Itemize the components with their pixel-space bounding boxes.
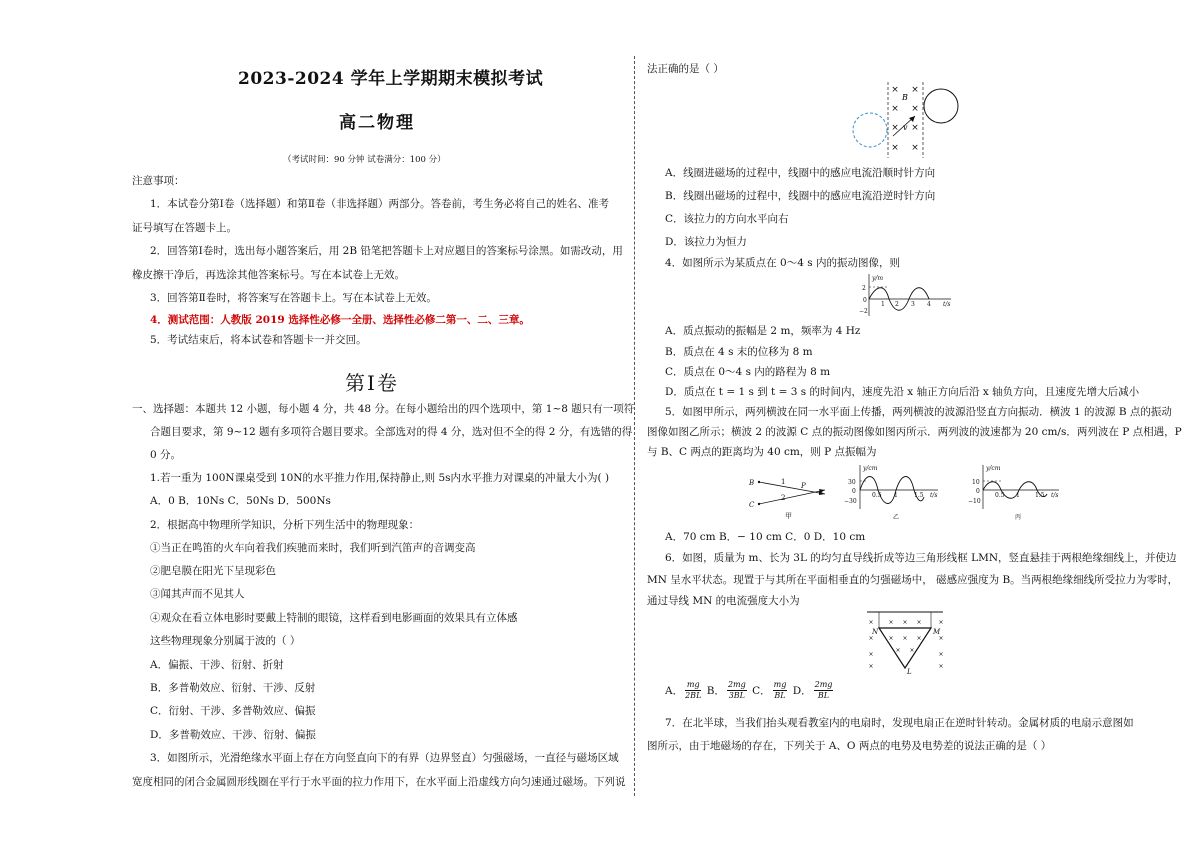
y-tick: −30 [844, 498, 857, 505]
q2-option: B．多普勒效应、衍射、干涉、反射 [150, 682, 316, 694]
y-tick: −2 [859, 308, 868, 315]
q3-field-figure [845, 80, 965, 160]
x-tick: 2 [895, 301, 899, 308]
notice-item: 3．回答第Ⅱ卷时，将答案写在答题卡上。写在本试卷上无效。 [150, 292, 437, 304]
q6-option [792, 680, 836, 700]
option-fraction: $\frac{2mg}{3BL}$ [727, 680, 746, 700]
section-heading: 第Ⅰ卷 [345, 371, 399, 395]
subject-title: 高二物理 [339, 113, 415, 133]
svg-text:×: × [938, 651, 944, 658]
x-axis-label: t/s [943, 301, 951, 308]
q2-item: ④观众在看立体电影时要戴上特制的眼镜，这样看到电影画面的效果具有立体感 [150, 612, 518, 624]
option-fraction: $\frac{mg}{2BL}$ [685, 680, 702, 700]
q2-option: A．偏振、干涉、衍射、折射 [150, 659, 284, 671]
q2-stem: 2．根据高中物理所学知识，分析下列生活中的物理现象： [150, 519, 420, 531]
column-divider [634, 56, 635, 796]
wave-2-label: 2 [781, 494, 786, 502]
svg-text:×: × [868, 663, 874, 670]
q5-figure-jia [745, 472, 835, 522]
svg-text:×: × [916, 619, 922, 626]
svg-text:×: × [888, 635, 894, 642]
q5-stem-line: 5．如图甲所示，两列横波在同一水平面上传播，两列横波的波源沿竖直方向振动．横波 1 的波源 B 点的振动 [665, 406, 1172, 418]
svg-text:×: × [868, 651, 874, 658]
x-tick: 1.5 [914, 492, 924, 499]
q2-item: ③闻其声而不见其人 [150, 588, 245, 600]
y-axis-label: y/m [872, 275, 884, 282]
instructions-line: 一、选择题：本题共 12 小题，每小题 4 分，共 48 分。在每小题给出的四个选项中，第 1~8 题只有一项符 [132, 403, 635, 415]
y-axis-label: y/cm [863, 465, 878, 472]
figure-caption: 乙 [893, 514, 900, 521]
q6-option [752, 680, 793, 700]
svg-text:×: × [868, 635, 874, 642]
x-tick: 0.5 [872, 492, 882, 499]
exam-title: 2023-2024 学年上学期期末模拟考试 [238, 69, 544, 89]
x-tick: 0.5 [995, 492, 1005, 499]
q5-figure-bing [963, 463, 1068, 523]
q2-item: ①当正在鸣笛的火车向着我们疾驰而来时，我们听到汽笛声的音调变高 [150, 542, 476, 554]
q6-stem-line: 6．如图，质量为 m、长为 3L 的均匀直导线折成等边三角形线框 LMN，竖直悬挂于两根绝缘细线上，并使边 [665, 552, 1177, 564]
x-tick: 1.5 [1035, 492, 1045, 499]
vertex-n-label: N [872, 628, 879, 636]
y-tick: 0 [863, 297, 867, 304]
q4-stem: 4．如图所示为某质点在 0～4 s 内的振动图像，则 [665, 257, 900, 269]
q6-options [665, 680, 835, 701]
y-tick: −10 [968, 498, 981, 505]
q3-stem-cont: 法正确的是（ ） [647, 63, 724, 75]
q4-option: D．质点在 t = 1 s 到 t = 3 s 的时间内，速度先沿 x 轴正方向后沿 x 轴负方向，且速度先增大后减小 [665, 386, 1140, 398]
svg-text:×: × [891, 143, 899, 153]
q5-options: A．70 cm B．− 10 cm C．0 D．10 cm [665, 531, 866, 543]
q2-ask: 这些物理现象分别属于波的（ ） [150, 635, 301, 647]
y-axis-label: y/cm [986, 465, 1001, 472]
option-label: D． [792, 684, 812, 697]
q5-stem-line: 图像如图乙所示；横波 2 的波源 C 点的振动图像如图丙所示．两列波的波速都为 20 cm/s．两列波在 P 点相遇，P [647, 426, 1182, 438]
option-label: A． [665, 684, 684, 697]
svg-text:×: × [911, 85, 919, 95]
svg-text:×: × [938, 619, 944, 626]
notice-item: 5．考试结束后，将本试卷和答题卡一并交回。 [150, 334, 367, 346]
q6-stem-line: 通过导线 MN 的电流强度大小为 [647, 595, 800, 607]
q7-stem-line: 图所示，由于地磁场的存在，下列关于 A、O 两点的电势及电势差的说法正确的是（ ） [647, 740, 1052, 752]
svg-text:×: × [888, 619, 894, 626]
velocity-label-v: v [903, 123, 908, 132]
point-b-label: B [749, 479, 755, 487]
notice-item: 证号填写在答题卡上。 [132, 222, 237, 234]
y-tick: 2 [862, 285, 866, 292]
q3-option: C．该拉力的方向水平向右 [665, 213, 789, 225]
q1-options: A．0 B．10Ns C．50Ns D．500Ns [150, 495, 331, 507]
q3-stem-line: 3．如图所示，光滑绝缘水平面上存在方向竖直向下的有界（边界竖直）匀强磁场，一直径与磁场区域 [150, 752, 619, 764]
svg-text:×: × [902, 635, 908, 642]
y-tick: 0 [976, 488, 980, 495]
vertex-m-label: M [933, 628, 941, 636]
q1-stem: 1.若一重为 100N课桌受到 10N的水平推力作用,保持静止,则 5s内水平推力对课桌的冲量大小为( ) [150, 472, 610, 484]
q6-option [665, 680, 707, 700]
instructions-line: 合题目要求，第 9~12 题有多项符合题目要求。全部选对的得 4 分，选对但不全的得 2 分，有选错的得 [150, 426, 633, 438]
q2-item: ②肥皂膜在阳光下呈现彩色 [150, 565, 276, 577]
y-tick: 10 [972, 479, 980, 486]
svg-text:×: × [911, 104, 919, 114]
svg-text:×: × [909, 647, 915, 654]
q6-triangle-figure [855, 608, 955, 674]
q4-option: A．质点振动的振幅是 2 m，频率为 4 Hz [665, 325, 861, 337]
option-label: C． [752, 684, 771, 697]
svg-text:×: × [911, 123, 919, 133]
field-label-b: B [902, 93, 908, 102]
q5-figure-yi [838, 463, 948, 523]
q3-option: B．线圈出磁场的过程中，线圈中的感应电流沿逆时针方向 [665, 190, 936, 202]
q4-vibration-graph [855, 272, 955, 318]
q3-option: D．该拉力为恒力 [665, 236, 747, 248]
test-scope-notice: 4．测试范围：人教版 2019 选择性必修一全册、选择性必修二第一、二、三章。 [150, 314, 530, 326]
notice-item: 橡皮擦干净后，再选涂其他答案标号。写在本试卷上无效。 [132, 269, 405, 281]
svg-text:×: × [916, 635, 922, 642]
figure-caption: 丙 [1015, 514, 1022, 521]
x-axis-label: t/s [930, 492, 938, 499]
notice-label: 注意事项： [132, 175, 185, 187]
svg-text:×: × [868, 619, 874, 626]
wave-1-label: 1 [781, 478, 786, 486]
q6-option [706, 680, 752, 700]
q7-stem-line: 7．在北半球，当我们抬头观看教室内的电扇时，发现电扇正在逆时针转动。金属材质的电扇示意图如 [665, 717, 1134, 729]
option-fraction: $\frac{mg}{BL}$ [773, 680, 787, 700]
svg-text:×: × [911, 143, 919, 153]
q3-option: A．线圈进磁场的过程中，线圈中的感应电流沿顺时针方向 [665, 167, 936, 179]
q3-stem-line: 宽度相同的闭合金属圆形线圈在平行于水平面的拉力作用下，在水平面上沿虚线方向匀速通过磁场。下列说 [132, 776, 626, 788]
option-label: B． [706, 684, 725, 697]
notice-item: 2．回答第Ⅰ卷时，选出每小题答案后，用 2B 铅笔把答题卡上对应题目的答案标号涂黑。如需改动，用 [150, 245, 623, 257]
notice-item: 1．本试卷分第Ⅰ卷（选择题）和第Ⅱ卷（非选择题）两部分。答卷前，考生务必将自己的姓名、准考 [150, 198, 609, 210]
instructions-line: 0 分。 [150, 449, 182, 461]
q4-option: C．质点在 0～4 s 内的路程为 8 m [665, 366, 831, 378]
q2-option: D．多普勒效应、干涉、衍射、偏振 [150, 729, 316, 741]
svg-text:×: × [938, 663, 944, 670]
q5-stem-line: 与 B、C 两点的距离均为 40 cm，则 P 点振幅为 [647, 446, 877, 458]
option-fraction: $\frac{2mg}{BL}$ [814, 680, 833, 700]
svg-text:×: × [938, 635, 944, 642]
q2-option: C．衍射、干涉、多普勒效应、偏振 [150, 705, 316, 717]
x-axis-label: t/s [1051, 492, 1059, 499]
x-tick: 4 [927, 301, 931, 308]
vertex-l-label: L [907, 668, 912, 676]
svg-text:×: × [895, 647, 901, 654]
svg-text:×: × [891, 85, 899, 95]
point-c-label: C [749, 501, 755, 509]
x-tick: 1 [881, 301, 885, 308]
x-tick: 1 [894, 492, 898, 499]
figure-caption: 甲 [785, 512, 792, 520]
exam-info: （考试时间：90 分钟 试卷满分：100 分） [283, 155, 446, 165]
q6-stem-line: MN 呈水平状态。现置于与其所在平面相垂直的匀强磁场中， 磁感应强度为 B。当两根绝缘细线所受拉力为零时， [647, 574, 1179, 586]
x-tick: 1 [1016, 492, 1020, 499]
point-p-label: P [801, 482, 806, 490]
svg-text:×: × [891, 104, 899, 114]
svg-text:×: × [891, 123, 899, 133]
y-tick: 30 [848, 479, 856, 486]
y-tick: 0 [852, 488, 856, 495]
x-tick: 3 [911, 301, 915, 308]
q4-option: B．质点在 4 s 末的位移为 8 m [665, 346, 813, 358]
svg-text:×: × [902, 619, 908, 626]
